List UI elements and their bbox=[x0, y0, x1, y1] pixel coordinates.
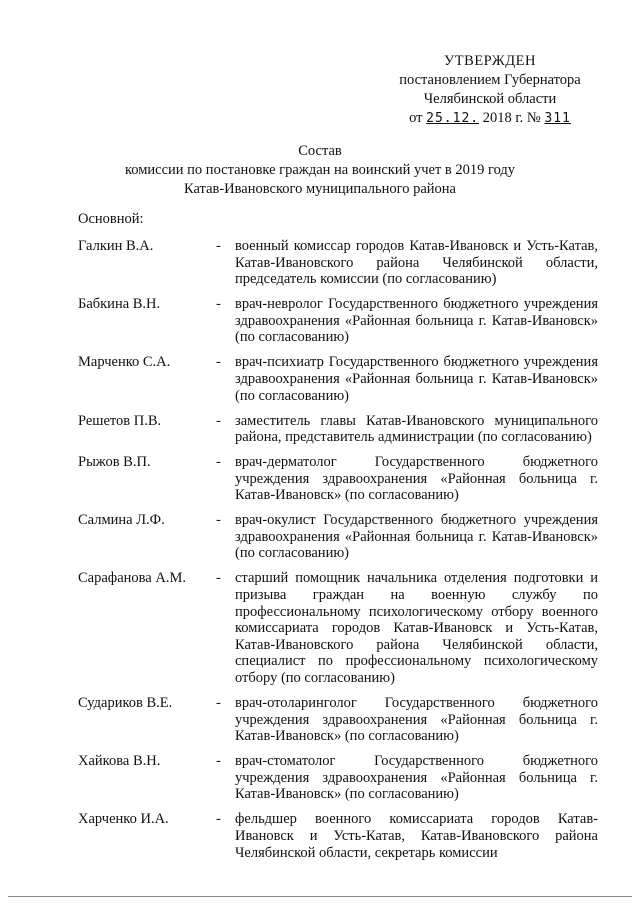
decree-number: 311 bbox=[544, 111, 571, 126]
member-row bbox=[78, 238, 598, 288]
member-role: врач-окулист Государственного бюджетного учреждения здравоохранения «Районная больница г. Катав-Ивановск» (по согласованию) bbox=[235, 512, 598, 562]
member-role: врач-невролог Государственного бюджетного учреждения здравоохранения «Районная больница г. Катав-Ивановск» (по согласованию) bbox=[235, 296, 598, 346]
member-name: Бабкина В.Н. bbox=[78, 296, 161, 313]
member-row bbox=[78, 695, 598, 745]
approval-heading: УТВЕРЖДЕН bbox=[444, 53, 536, 69]
member-row bbox=[78, 753, 598, 803]
member-row bbox=[78, 811, 598, 861]
document-title bbox=[40, 142, 600, 199]
member-dash: - bbox=[216, 512, 221, 529]
member-name: Судариков В.Е. bbox=[78, 694, 173, 711]
section-label: Основной: bbox=[78, 211, 144, 227]
page-bottom-divider bbox=[8, 896, 632, 897]
member-role: врач-отоларинголог Государственного бюджетного учреждения здравоохранения «Районная больница г. Катав-Ивановск» (по согласованию) bbox=[235, 694, 598, 745]
member-role: врач-стоматолог Государственного бюджетного учреждения здравоохранения «Районная больница г. Катав-Ивановск» (по согласованию) bbox=[235, 753, 598, 803]
member-role: врач-дерматолог Государственного бюджетного учреждения здравоохранения «Районная больница г. Катав-Ивановск» (по согласованию) bbox=[235, 454, 598, 504]
member-name: Сарафанова А.М. bbox=[78, 570, 186, 587]
member-role: врач-психиатр Государственного бюджетного учреждения здравоохранения «Районная больница г. Катав-Ивановск» (по согласованию) bbox=[235, 354, 598, 404]
member-name: Харченко И.А. bbox=[78, 811, 169, 828]
date-value: 25.12. bbox=[426, 111, 480, 126]
title-line-district: Катав-Ивановского муниципального района bbox=[184, 181, 456, 197]
member-dash: - bbox=[216, 753, 221, 770]
member-name: Галкин В.А. bbox=[78, 238, 154, 254]
member-name: Хайкова В.Н. bbox=[78, 753, 161, 770]
member-dash: - bbox=[216, 296, 221, 313]
member-dash: - bbox=[216, 570, 221, 587]
member-role: военный комиссар городов Катав-Ивановск и Усть-Катав, Катав-Ивановского района Челябинской области, председатель комиссии (по согласованию) bbox=[235, 238, 598, 288]
title-line-composition: Состав bbox=[298, 143, 342, 159]
member-name: Салмина Л.Ф. bbox=[78, 512, 165, 529]
member-role: заместитель главы Катав-Ивановского муниципального района, представитель администрации (по согласованию) bbox=[235, 412, 598, 446]
approval-line-decree: постановлением Губернатора bbox=[399, 72, 581, 88]
approval-line-region: Челябинской области bbox=[423, 91, 557, 107]
date-suffix: 2018 г. № bbox=[482, 110, 541, 126]
member-role: старший помощник начальника отделения подготовки и призыва граждан на военную службу по профессиональному психологическому отбору военного комиссариата городов Катав-Ивановск и Усть-Катав, Катав-Ивановского района Челябинской области, специалист по профессиональному психологическому отбору (по согласованию) bbox=[235, 570, 598, 686]
approval-date-line bbox=[370, 109, 610, 128]
date-prefix: от bbox=[409, 110, 423, 126]
member-row bbox=[78, 454, 598, 504]
member-row bbox=[78, 570, 598, 686]
member-dash: - bbox=[216, 354, 221, 371]
member-name: Марченко С.А. bbox=[78, 354, 171, 371]
member-row bbox=[78, 296, 598, 346]
member-name: Решетов П.В. bbox=[78, 412, 162, 429]
member-dash: - bbox=[216, 412, 221, 429]
member-row bbox=[78, 354, 598, 404]
title-line-commission: комиссии по постановке граждан на воинский учет в 2019 году bbox=[124, 162, 516, 178]
member-row bbox=[78, 512, 598, 562]
member-dash: - bbox=[216, 811, 221, 828]
member-role: фельдшер военного комиссариата городов Катав-Ивановск и Усть-Катав, Катав-Ивановского района Челябинской области, секретарь комиссии bbox=[235, 811, 598, 861]
member-dash: - bbox=[216, 454, 221, 471]
member-dash: - bbox=[216, 238, 221, 254]
approval-block bbox=[370, 52, 610, 128]
member-name: Рыжов В.П. bbox=[78, 454, 151, 471]
members-list bbox=[78, 238, 598, 870]
member-dash: - bbox=[216, 694, 221, 711]
member-row bbox=[78, 413, 598, 446]
